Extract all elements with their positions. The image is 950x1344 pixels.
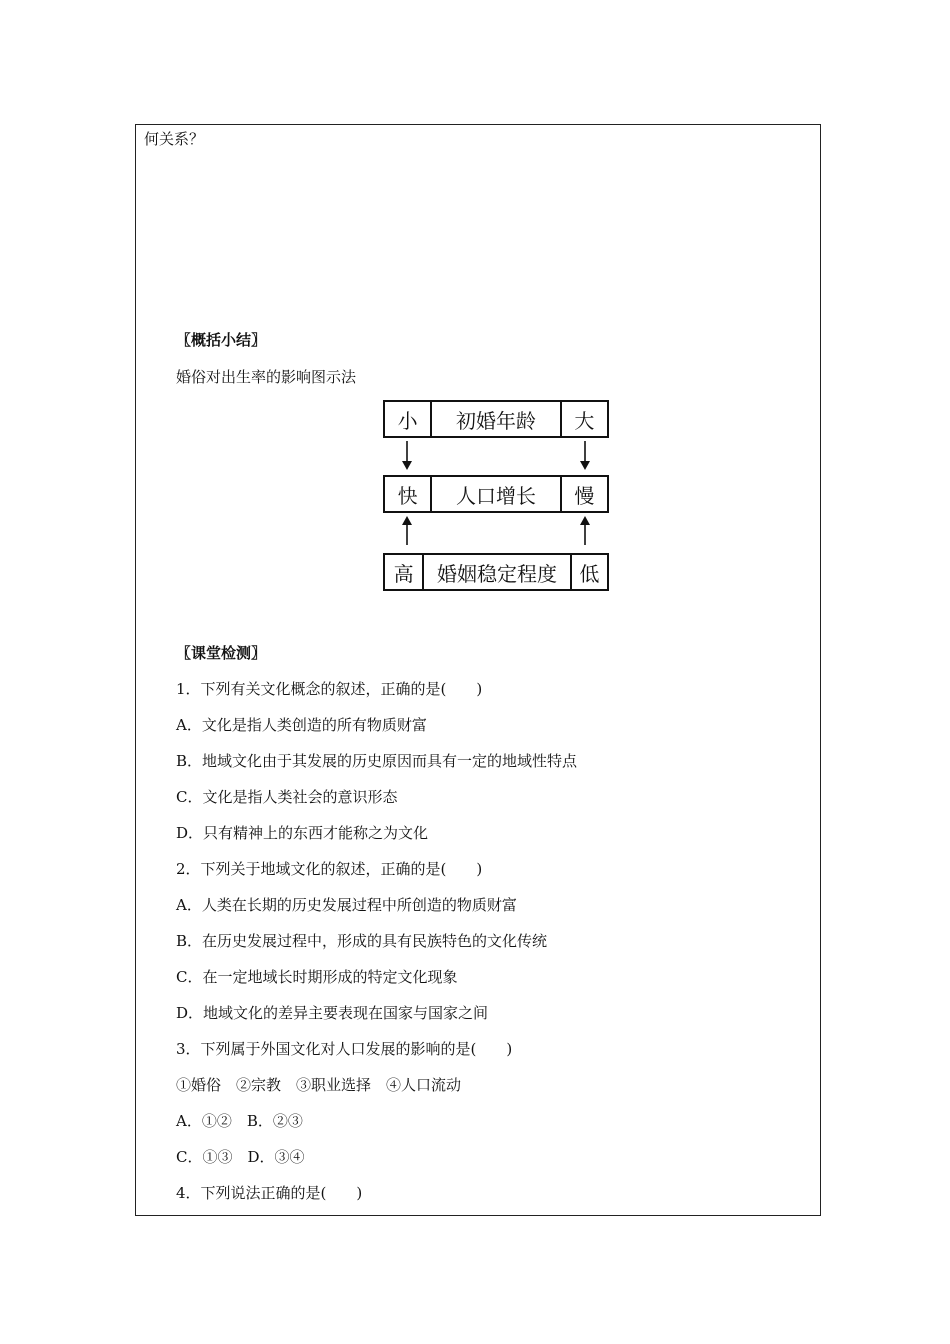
option-line: B．在历史发展过程中，形成的具有民族特色的文化传统 bbox=[176, 932, 548, 950]
arrow-down-left-icon bbox=[400, 441, 414, 471]
option-line: D．地域文化的差异主要表现在国家与国家之间 bbox=[176, 1004, 489, 1022]
arrow-up-right-icon bbox=[578, 515, 592, 545]
summary-heading: 〖概括小结〗 bbox=[176, 331, 267, 349]
diagram-row-growth bbox=[383, 475, 609, 513]
check-heading: 〖课堂检测〗 bbox=[176, 644, 267, 662]
question-line: 1．下列有关文化概念的叙述，正确的是( ) bbox=[176, 680, 483, 698]
diagram-cell-center: 婚姻稳定程度 bbox=[422, 555, 569, 589]
diagram-cell-left: 小 bbox=[397, 408, 418, 433]
summary-caption: 婚俗对出生率的影响图示法 bbox=[176, 368, 357, 386]
question-line: 2．下列关于地域文化的叙述，正确的是( ) bbox=[176, 860, 483, 878]
diagram-row-stability bbox=[383, 553, 609, 591]
option-line: B．地域文化由于其发展的历史原因而具有一定的地域性特点 bbox=[176, 752, 578, 770]
choice-items-line: ①婚俗 ②宗教 ③职业选择 ④人口流动 bbox=[176, 1076, 462, 1094]
top-text: 何关系？ bbox=[144, 130, 205, 148]
question-line: 4．下列说法正确的是( ) bbox=[176, 1184, 363, 1202]
diagram-cell-right: 低 bbox=[570, 555, 607, 589]
option-line: C．在一定地域长时期形成的特定文化现象 bbox=[176, 968, 458, 986]
option-line: C．文化是指人类社会的意识形态 bbox=[176, 788, 398, 806]
diagram-cell-right: 大 bbox=[560, 402, 607, 436]
diagram-row-age bbox=[383, 400, 609, 438]
arrow-up-left-icon bbox=[400, 515, 414, 545]
arrow-down-right-icon bbox=[578, 441, 592, 471]
diagram-cell-left: 高 bbox=[393, 561, 414, 586]
option-line: C．①③ D．③④ bbox=[176, 1148, 305, 1166]
option-line: A．文化是指人类创造的所有物质财富 bbox=[176, 716, 427, 734]
diagram-cell-left: 快 bbox=[397, 483, 418, 508]
option-line: A．人类在长期的历史发展过程中所创造的物质财富 bbox=[176, 896, 517, 914]
question-line: 3．下列属于外国文化对人口发展的影响的是( ) bbox=[176, 1040, 513, 1058]
diagram-cell-center: 人口增长 bbox=[430, 477, 560, 511]
option-line: D．只有精神上的东西才能称之为文化 bbox=[176, 824, 429, 842]
diagram-cell-right: 慢 bbox=[560, 477, 607, 511]
option-line: A．①② B．②③ bbox=[176, 1112, 303, 1130]
diagram-cell-center: 初婚年龄 bbox=[430, 402, 560, 436]
